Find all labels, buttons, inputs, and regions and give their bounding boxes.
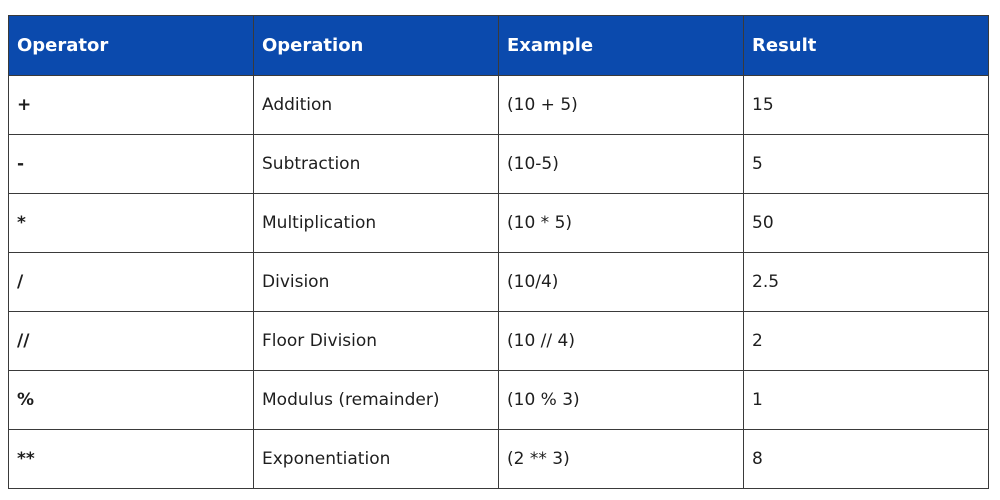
operator-cell: ** xyxy=(9,430,254,489)
example-cell: (10-5) xyxy=(499,135,744,194)
example-cell: (2 ** 3) xyxy=(499,430,744,489)
table-row xyxy=(9,76,989,135)
example-cell: (10 // 4) xyxy=(499,312,744,371)
table-row xyxy=(9,430,989,489)
result-cell: 15 xyxy=(744,76,989,135)
table-row xyxy=(9,253,989,312)
result-cell: 1 xyxy=(744,371,989,430)
result-cell: 2 xyxy=(744,312,989,371)
example-cell: (10/4) xyxy=(499,253,744,312)
arithmetic-operators-table xyxy=(8,15,989,489)
operator-cell: / xyxy=(9,253,254,312)
operation-cell: Addition xyxy=(254,76,499,135)
column-header-example: Example xyxy=(499,16,744,76)
operator-cell: + xyxy=(9,76,254,135)
result-cell: 8 xyxy=(744,430,989,489)
result-cell: 5 xyxy=(744,135,989,194)
column-header-operation: Operation xyxy=(254,16,499,76)
operator-cell: - xyxy=(9,135,254,194)
operation-cell: Subtraction xyxy=(254,135,499,194)
operator-cell: % xyxy=(9,371,254,430)
table-body xyxy=(9,76,989,489)
column-header-result: Result xyxy=(744,16,989,76)
operation-cell: Division xyxy=(254,253,499,312)
result-cell: 50 xyxy=(744,194,989,253)
operation-cell: Multiplication xyxy=(254,194,499,253)
operators-table-container xyxy=(8,15,988,489)
operation-cell: Modulus (remainder) xyxy=(254,371,499,430)
operation-cell: Floor Division xyxy=(254,312,499,371)
column-header-operator: Operator xyxy=(9,16,254,76)
table-row xyxy=(9,135,989,194)
table-row xyxy=(9,371,989,430)
table-row xyxy=(9,312,989,371)
table-row xyxy=(9,194,989,253)
operator-cell: * xyxy=(9,194,254,253)
operator-cell: // xyxy=(9,312,254,371)
example-cell: (10 + 5) xyxy=(499,76,744,135)
table-header xyxy=(9,16,989,76)
example-cell: (10 * 5) xyxy=(499,194,744,253)
result-cell: 2.5 xyxy=(744,253,989,312)
operation-cell: Exponentiation xyxy=(254,430,499,489)
example-cell: (10 % 3) xyxy=(499,371,744,430)
header-row xyxy=(9,16,989,76)
